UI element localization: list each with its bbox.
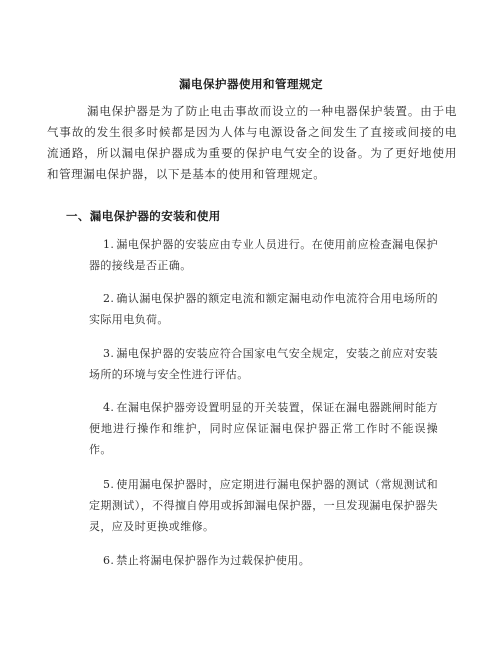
list-item-number: 2. <box>103 292 115 305</box>
list-item-text: 确认漏电保护器的额定电流和额定漏电动作电流符合用电场所的实际用电负荷。 <box>89 292 438 326</box>
list-item-text: 使用漏电保护器时，应定期进行漏电保护器的测试（常规测试和定期测试），不得擅自停用或拆卸漏电保护器，一旦发现漏电保护器失灵，应及时更换或维修。 <box>89 478 438 533</box>
list-item-text: 漏电保护器的安装应由专业人员进行。在使用前应检查漏电保护器的接线是否正确。 <box>89 238 438 272</box>
list-item <box>89 397 438 460</box>
document-title: 漏电保护器使用和管理规定 <box>179 77 323 91</box>
list-item <box>89 474 438 537</box>
intro-paragraph: 漏电保护器是为了防止电击事故而设立的一种电器保护装置。由于电气事故的发生很多时候都是因为人体与电源设备之间发生了直接或间接的电流通路，所以漏电保护器成为重要的保护电气安全的设备。为了更好地使用和管理漏电保护器，以下是基本的使用和管理规定。 <box>47 104 457 181</box>
list-item-number: 3. <box>103 347 115 360</box>
list-item-number: 4. <box>103 401 115 414</box>
list-item-number: 6. <box>103 554 115 567</box>
list-item <box>89 234 438 276</box>
list-item <box>89 288 438 330</box>
list-item <box>89 343 438 385</box>
section-heading-installation: 一、漏电保护器的安装和使用 <box>66 209 221 223</box>
list-item-number: 1. <box>103 238 115 251</box>
list-item-text: 在漏电保护器旁设置明显的开关装置，保证在漏电器跳闸时能方便地进行操作和维护，同时应保证漏电保护器正常工作时不能误操作。 <box>89 401 438 456</box>
list-item-text: 漏电保护器的安装应符合国家电气安全规定，安装之前应对安装场所的环境与安全性进行评估。 <box>89 347 438 381</box>
list-item-number: 5. <box>103 478 115 491</box>
list-item-text: 禁止将漏电保护器作为过载保护使用。 <box>116 554 311 567</box>
list-item <box>89 550 438 571</box>
